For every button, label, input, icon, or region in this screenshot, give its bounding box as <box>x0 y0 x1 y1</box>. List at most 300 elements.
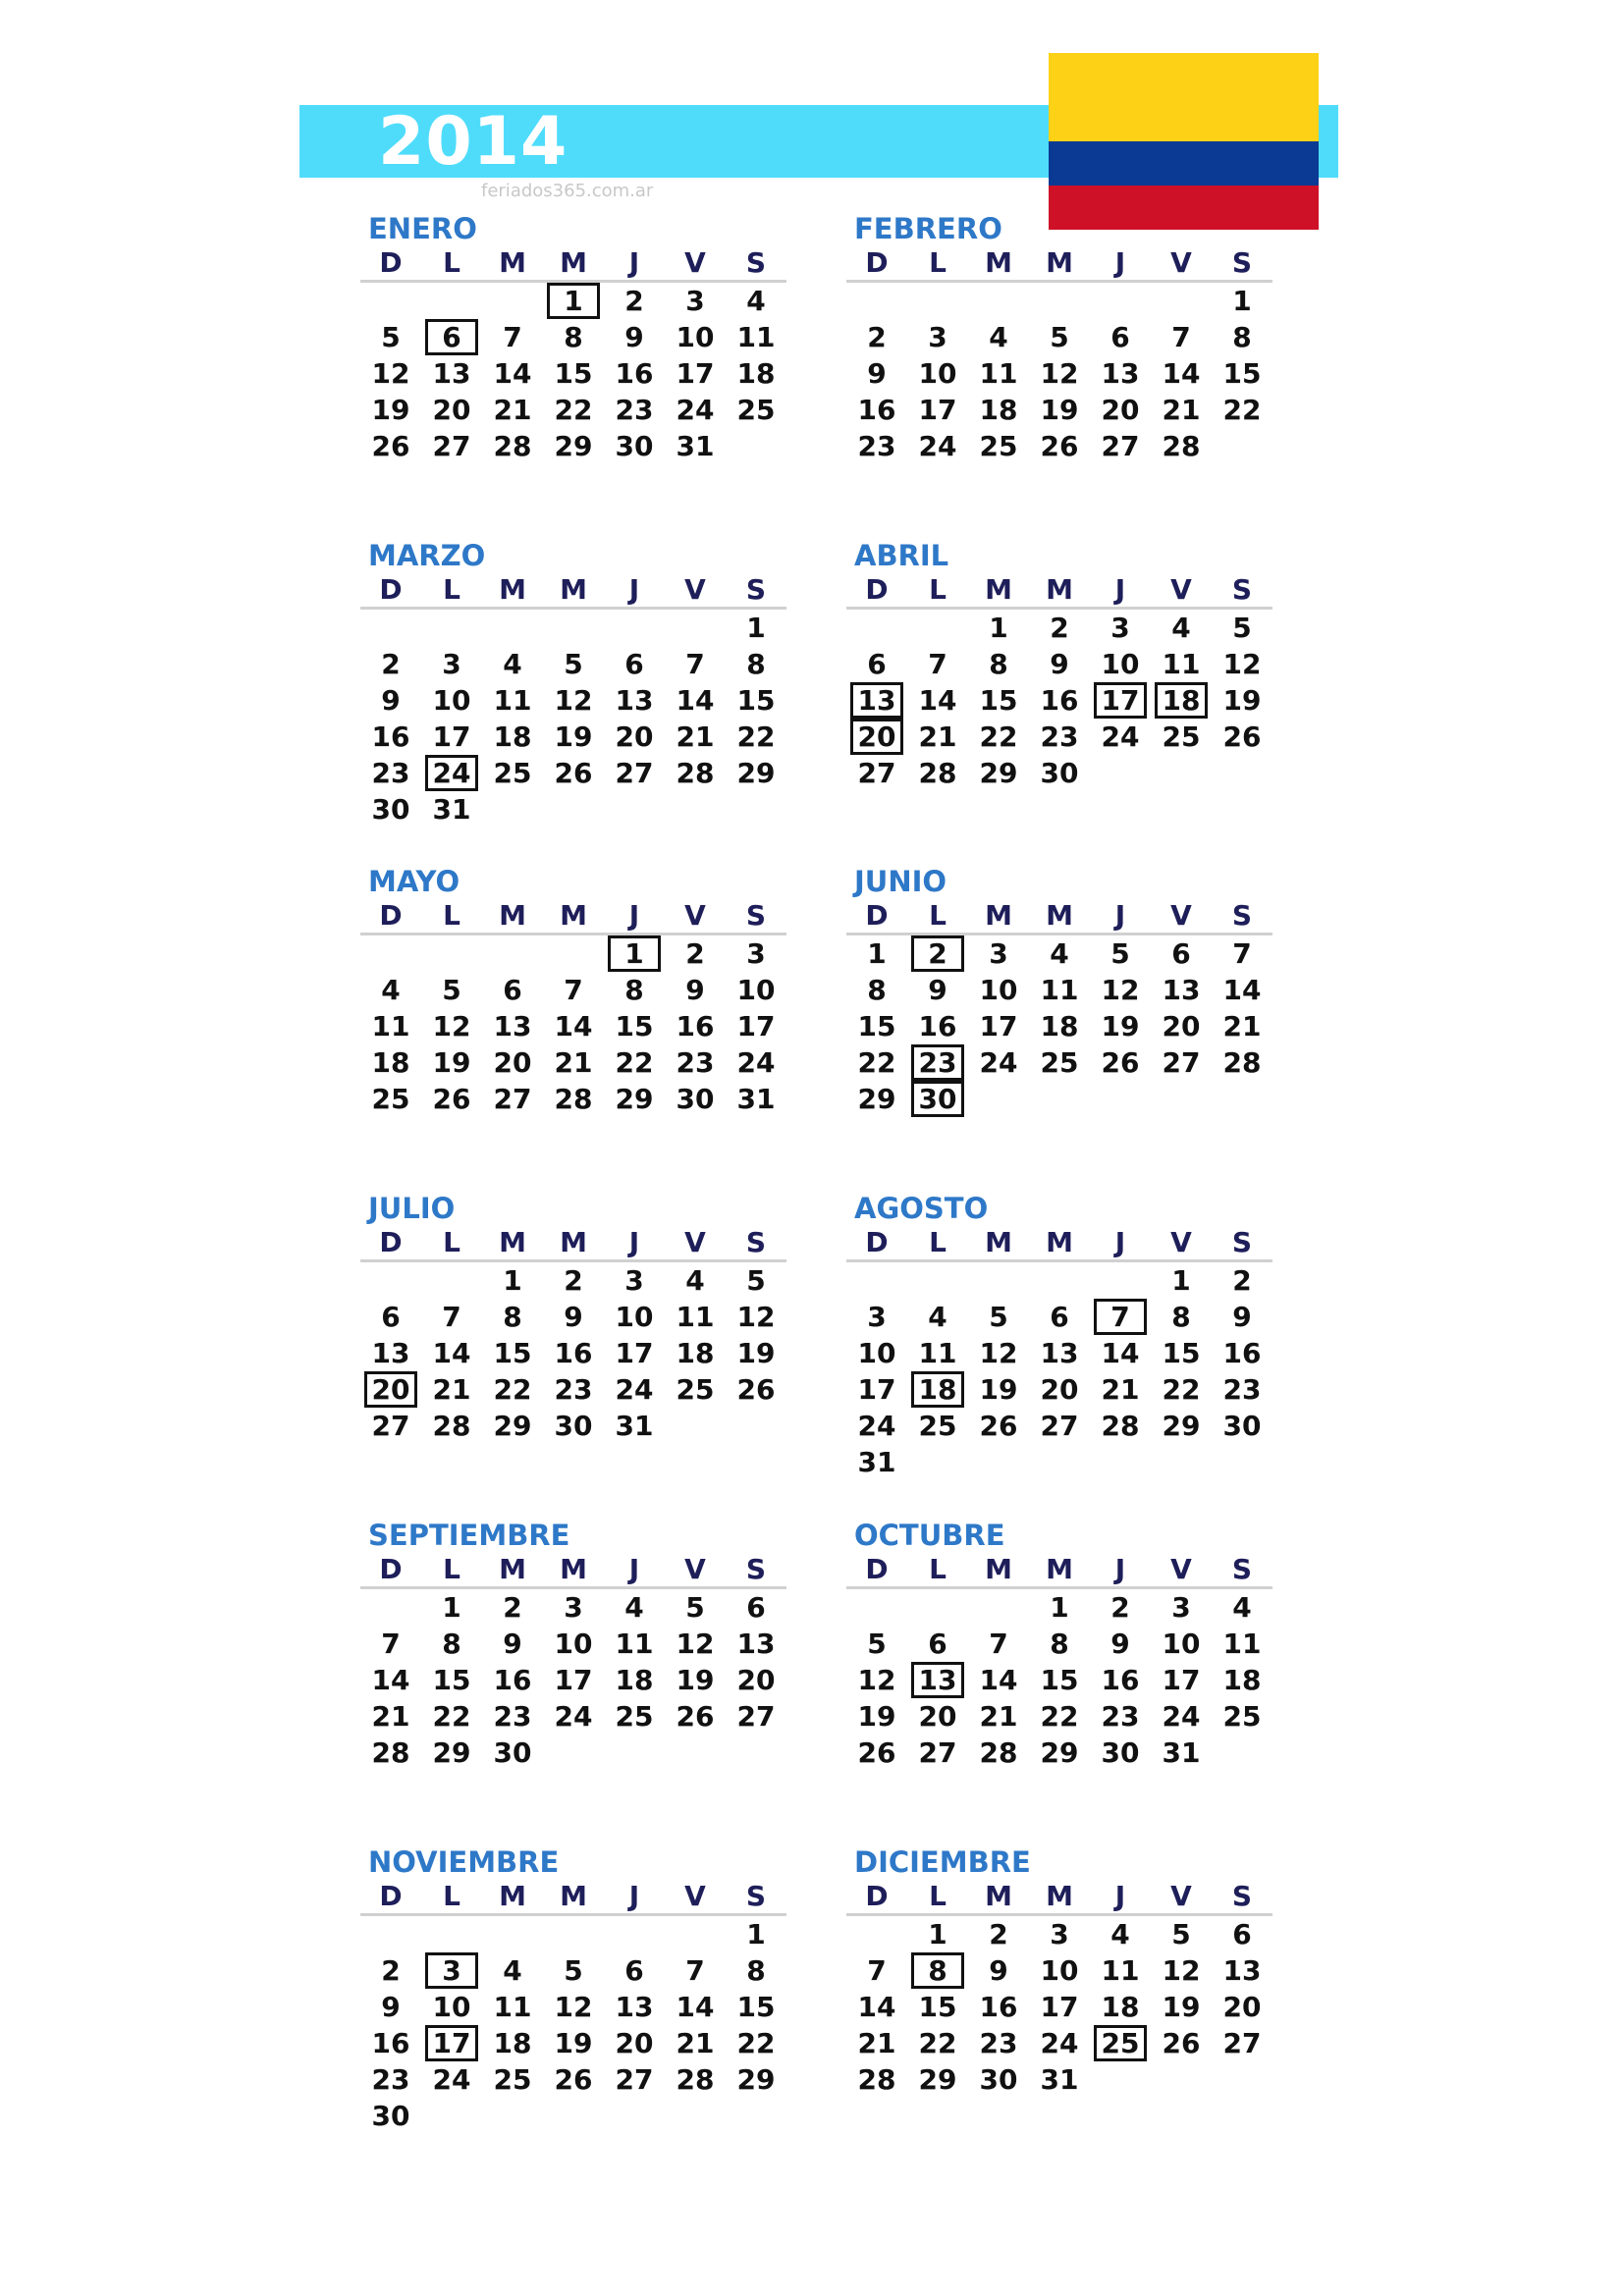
day-number: 27 <box>1101 430 1140 462</box>
weekday-header: J <box>604 573 665 610</box>
day-cell <box>846 1408 907 1444</box>
day-cell <box>1029 646 1090 682</box>
day-cell <box>482 1335 543 1371</box>
day-cell <box>968 1698 1029 1735</box>
day-cell <box>421 355 482 392</box>
day-number: 18 <box>914 1374 961 1405</box>
empty-day-cell <box>1029 283 1090 319</box>
empty-day-cell <box>968 1262 1029 1299</box>
day-cell <box>1090 319 1151 355</box>
day-number: 20 <box>918 1700 957 1733</box>
day-number: 14 <box>676 684 715 717</box>
day-number: 14 <box>979 1664 1018 1696</box>
empty-day-cell <box>604 1916 665 1952</box>
month-days-grid <box>846 899 1278 1117</box>
holiday-day-cell <box>1151 682 1212 719</box>
day-number: 26 <box>371 430 410 462</box>
weekday-header: L <box>421 246 482 283</box>
day-cell <box>665 1626 726 1662</box>
day-number: 22 <box>1222 394 1262 426</box>
day-number: 29 <box>615 1083 654 1115</box>
day-number: 3 <box>564 1591 583 1624</box>
day-number: 6 <box>428 322 475 352</box>
day-number: 8 <box>914 1955 961 1986</box>
day-cell <box>846 1008 907 1044</box>
day-number: 30 <box>1040 757 1079 789</box>
day-cell <box>543 719 604 755</box>
day-number: 11 <box>979 357 1018 390</box>
month-name: MARZO <box>368 539 486 572</box>
day-number: 15 <box>736 684 776 717</box>
day-cell <box>665 319 726 355</box>
day-number: 5 <box>564 648 583 680</box>
month-days-grid <box>360 1880 792 2134</box>
day-number: 7 <box>503 321 522 353</box>
day-number: 7 <box>1097 1302 1144 1332</box>
day-number: 21 <box>493 394 532 426</box>
day-number: 17 <box>554 1664 593 1696</box>
day-number: 1 <box>1171 1264 1191 1297</box>
day-cell <box>1090 1408 1151 1444</box>
day-number: 13 <box>615 1991 654 2023</box>
day-cell <box>1151 1626 1212 1662</box>
day-number: 17 <box>1162 1664 1201 1696</box>
empty-day-cell <box>907 283 968 319</box>
day-cell <box>1029 1989 1090 2025</box>
weekday-header: L <box>907 1880 968 1916</box>
month-enero <box>360 211 792 464</box>
day-cell <box>1090 1952 1151 1989</box>
empty-day-cell <box>482 283 543 319</box>
day-cell <box>604 646 665 682</box>
day-cell <box>1151 1008 1212 1044</box>
day-cell <box>907 1335 968 1371</box>
day-cell <box>1151 428 1212 464</box>
day-number: 18 <box>1222 1664 1262 1696</box>
day-number: 2 <box>381 648 401 680</box>
day-number: 3 <box>624 1264 644 1297</box>
day-number: 4 <box>989 321 1008 353</box>
month-name: JULIO <box>368 1192 456 1225</box>
day-cell <box>665 2061 726 2098</box>
day-cell <box>1029 1299 1090 1335</box>
day-number: 11 <box>493 1991 532 2023</box>
day-cell <box>846 392 907 428</box>
day-cell <box>482 355 543 392</box>
day-cell <box>726 610 786 646</box>
day-cell <box>726 972 786 1008</box>
day-number: 10 <box>736 974 776 1006</box>
day-number: 25 <box>371 1083 410 1115</box>
day-cell <box>360 1662 421 1698</box>
day-cell <box>968 646 1029 682</box>
day-number: 16 <box>857 394 896 426</box>
weekday-header: D <box>360 1553 421 1589</box>
day-cell <box>1090 1662 1151 1698</box>
day-cell <box>665 392 726 428</box>
weekday-header: S <box>1212 1553 1272 1589</box>
weekday-header: D <box>846 1880 907 1916</box>
day-number: 16 <box>615 357 654 390</box>
day-number: 15 <box>736 1991 776 2023</box>
day-cell <box>360 719 421 755</box>
day-cell <box>968 1916 1029 1952</box>
day-number: 16 <box>1101 1664 1140 1696</box>
day-number: 18 <box>493 2027 532 2059</box>
day-cell <box>421 1626 482 1662</box>
day-cell <box>1212 972 1272 1008</box>
day-cell <box>726 319 786 355</box>
empty-day-cell <box>482 610 543 646</box>
day-cell <box>604 719 665 755</box>
day-number: 24 <box>615 1373 654 1406</box>
weekday-header: M <box>543 1880 604 1916</box>
day-cell <box>421 1408 482 1444</box>
day-cell <box>360 1335 421 1371</box>
empty-day-cell <box>907 1589 968 1626</box>
day-cell <box>907 392 968 428</box>
day-number: 16 <box>1040 684 1079 717</box>
weekday-header: M <box>543 1226 604 1262</box>
day-number: 21 <box>676 721 715 753</box>
month-days-grid <box>360 246 792 464</box>
day-number: 9 <box>867 357 887 390</box>
day-cell <box>665 1371 726 1408</box>
day-number: 5 <box>685 1591 705 1624</box>
day-cell <box>421 972 482 1008</box>
day-cell <box>846 1444 907 1480</box>
day-cell <box>1212 1698 1272 1735</box>
holiday-day-cell <box>360 1371 421 1408</box>
day-number: 11 <box>615 1628 654 1660</box>
day-number: 27 <box>857 757 896 789</box>
empty-day-cell <box>360 610 421 646</box>
day-cell <box>604 755 665 791</box>
day-number: 15 <box>979 684 1018 717</box>
day-cell <box>665 646 726 682</box>
day-cell <box>846 646 907 682</box>
day-number: 21 <box>1101 1373 1140 1406</box>
day-number: 1 <box>867 937 887 970</box>
day-number: 15 <box>857 1010 896 1042</box>
empty-day-cell <box>482 1916 543 1952</box>
day-number: 28 <box>432 1410 471 1442</box>
holiday-day-cell <box>846 719 907 755</box>
day-cell <box>604 1408 665 1444</box>
day-cell <box>482 646 543 682</box>
day-number: 4 <box>1050 937 1069 970</box>
day-cell <box>604 1662 665 1698</box>
month-octubre <box>846 1518 1278 1771</box>
day-cell <box>421 1299 482 1335</box>
day-number: 11 <box>1040 974 1079 1006</box>
day-cell <box>1029 1335 1090 1371</box>
weekday-header: D <box>360 573 421 610</box>
weekday-header: M <box>543 899 604 935</box>
day-number: 11 <box>1101 1954 1140 1987</box>
day-number: 25 <box>979 430 1018 462</box>
day-cell <box>604 2061 665 2098</box>
day-cell <box>726 355 786 392</box>
day-number: 1 <box>503 1264 522 1297</box>
colombia-flag-icon <box>1049 53 1319 230</box>
holiday-day-cell <box>421 1952 482 1989</box>
day-number: 7 <box>1171 321 1191 353</box>
weekday-header: M <box>968 899 1029 935</box>
day-cell <box>665 1662 726 1698</box>
weekday-header: V <box>665 1226 726 1262</box>
weekday-header: L <box>421 1880 482 1916</box>
day-cell <box>846 319 907 355</box>
day-cell <box>604 283 665 319</box>
day-cell <box>1151 355 1212 392</box>
day-cell <box>1212 1262 1272 1299</box>
day-number: 10 <box>1101 648 1140 680</box>
day-cell <box>1029 1916 1090 1952</box>
day-number: 1 <box>611 938 658 969</box>
day-number: 14 <box>432 1337 471 1369</box>
day-number: 2 <box>685 937 705 970</box>
day-number: 1 <box>1232 285 1252 317</box>
day-number: 12 <box>736 1301 776 1333</box>
day-number: 6 <box>746 1591 766 1624</box>
day-cell <box>1029 1371 1090 1408</box>
day-cell <box>1029 319 1090 355</box>
day-number: 30 <box>914 1084 961 1114</box>
weekday-header: J <box>1090 1880 1151 1916</box>
day-number: 26 <box>676 1700 715 1733</box>
day-cell <box>1151 1989 1212 2025</box>
day-cell <box>1029 972 1090 1008</box>
day-cell <box>1151 319 1212 355</box>
day-cell <box>421 1698 482 1735</box>
day-number: 31 <box>676 430 715 462</box>
day-number: 6 <box>1171 937 1191 970</box>
month-marzo <box>360 538 792 828</box>
day-number: 3 <box>746 937 766 970</box>
day-cell <box>360 791 421 828</box>
day-cell <box>360 2061 421 2098</box>
day-cell <box>543 2061 604 2098</box>
day-cell <box>1212 682 1272 719</box>
day-number: 10 <box>432 1991 471 2023</box>
day-cell <box>482 755 543 791</box>
day-cell <box>968 2025 1029 2061</box>
source-watermark: feriados365.com.ar <box>481 181 654 201</box>
day-cell <box>1212 1371 1272 1408</box>
day-number: 30 <box>1222 1410 1262 1442</box>
day-number: 14 <box>1162 357 1201 390</box>
day-number: 15 <box>1222 357 1262 390</box>
weekday-header: S <box>726 573 786 610</box>
day-number: 9 <box>381 684 401 717</box>
holiday-day-cell <box>1090 682 1151 719</box>
month-days-grid <box>846 246 1278 464</box>
day-number: 23 <box>1040 721 1079 753</box>
day-number: 27 <box>1162 1046 1201 1079</box>
day-cell <box>421 1044 482 1081</box>
day-number: 20 <box>615 721 654 753</box>
day-number: 23 <box>979 2027 1018 2059</box>
day-number: 29 <box>736 757 776 789</box>
day-cell <box>846 755 907 791</box>
day-number: 17 <box>918 394 957 426</box>
day-cell <box>543 1989 604 2025</box>
day-cell <box>1212 1589 1272 1626</box>
day-number: 15 <box>554 357 593 390</box>
day-number: 31 <box>432 793 471 826</box>
weekday-header: M <box>1029 1226 1090 1262</box>
month-name: AGOSTO <box>854 1192 989 1225</box>
day-cell <box>846 1299 907 1335</box>
day-number: 16 <box>493 1664 532 1696</box>
weekday-header: D <box>846 1226 907 1262</box>
day-number: 28 <box>493 430 532 462</box>
holiday-day-cell <box>1090 1299 1151 1335</box>
day-number: 21 <box>857 2027 896 2059</box>
day-cell <box>1090 646 1151 682</box>
weekday-header: S <box>1212 899 1272 935</box>
empty-day-cell <box>360 1589 421 1626</box>
weekday-header: S <box>1212 1880 1272 1916</box>
day-cell <box>482 719 543 755</box>
day-number: 9 <box>503 1628 522 1660</box>
empty-day-cell <box>968 1589 1029 1626</box>
day-cell <box>604 1081 665 1117</box>
day-cell <box>421 1335 482 1371</box>
holiday-day-cell <box>907 1371 968 1408</box>
weekday-header: D <box>360 899 421 935</box>
day-number: 24 <box>554 1700 593 1733</box>
day-number: 25 <box>1162 721 1201 753</box>
day-number: 6 <box>624 648 644 680</box>
day-number: 18 <box>736 357 776 390</box>
day-number: 12 <box>857 1664 896 1696</box>
day-number: 4 <box>624 1591 644 1624</box>
day-number: 8 <box>1050 1628 1069 1660</box>
day-cell <box>360 1698 421 1735</box>
day-cell <box>1029 682 1090 719</box>
day-cell <box>1090 1989 1151 2025</box>
empty-day-cell <box>1090 283 1151 319</box>
weekday-header: M <box>968 1553 1029 1589</box>
day-number: 24 <box>736 1046 776 1079</box>
day-number: 30 <box>371 2100 410 2132</box>
day-number: 1 <box>442 1591 461 1624</box>
day-number: 16 <box>371 721 410 753</box>
day-cell <box>968 1371 1029 1408</box>
day-cell <box>604 355 665 392</box>
day-number: 30 <box>676 1083 715 1115</box>
day-number: 7 <box>989 1628 1008 1660</box>
weekday-header: L <box>907 246 968 283</box>
day-cell <box>1090 428 1151 464</box>
day-cell <box>1151 646 1212 682</box>
day-cell <box>482 1698 543 1735</box>
day-number: 28 <box>918 757 957 789</box>
day-number: 17 <box>432 721 471 753</box>
day-cell <box>968 972 1029 1008</box>
day-cell <box>360 1044 421 1081</box>
day-number: 4 <box>1171 612 1191 644</box>
day-number: 14 <box>918 684 957 717</box>
day-cell <box>1090 1735 1151 1771</box>
holiday-day-cell <box>907 1044 968 1081</box>
day-number: 4 <box>1232 1591 1252 1624</box>
day-number: 26 <box>432 1083 471 1115</box>
day-cell <box>1151 392 1212 428</box>
day-number: 15 <box>615 1010 654 1042</box>
day-cell <box>482 1262 543 1299</box>
day-cell <box>604 1952 665 1989</box>
day-cell <box>1029 1626 1090 1662</box>
day-cell <box>604 1299 665 1335</box>
day-number: 5 <box>1232 612 1252 644</box>
weekday-header: D <box>360 1880 421 1916</box>
day-number: 30 <box>1101 1736 1140 1769</box>
day-number: 18 <box>676 1337 715 1369</box>
day-number: 7 <box>564 974 583 1006</box>
day-cell <box>846 1989 907 2025</box>
day-cell <box>1151 1698 1212 1735</box>
day-cell <box>1212 1626 1272 1662</box>
day-number: 25 <box>736 394 776 426</box>
day-cell <box>543 1299 604 1335</box>
holiday-day-cell <box>421 2025 482 2061</box>
day-number: 2 <box>503 1591 522 1624</box>
day-number: 4 <box>381 974 401 1006</box>
month-days-grid <box>360 899 792 1117</box>
holiday-day-cell <box>543 283 604 319</box>
day-cell <box>726 1044 786 1081</box>
day-cell <box>1212 646 1272 682</box>
day-number: 18 <box>1101 1991 1140 2023</box>
day-cell <box>726 1008 786 1044</box>
day-cell <box>726 1299 786 1335</box>
day-number: 20 <box>493 1046 532 1079</box>
day-number: 4 <box>685 1264 705 1297</box>
day-cell <box>604 972 665 1008</box>
day-number: 19 <box>1222 684 1262 717</box>
day-cell <box>665 1081 726 1117</box>
day-number: 23 <box>676 1046 715 1079</box>
day-cell <box>726 1262 786 1299</box>
day-number: 26 <box>979 1410 1018 1442</box>
day-number: 12 <box>1222 648 1262 680</box>
month-name: FEBRERO <box>854 212 1002 245</box>
month-mayo <box>360 864 792 1117</box>
empty-day-cell <box>846 1916 907 1952</box>
day-number: 20 <box>1222 1991 1262 2023</box>
day-cell <box>482 2025 543 2061</box>
day-number: 24 <box>1101 721 1140 753</box>
day-cell <box>726 392 786 428</box>
day-number: 19 <box>676 1664 715 1696</box>
day-cell <box>968 1662 1029 1698</box>
day-cell <box>1029 935 1090 972</box>
day-number: 12 <box>676 1628 715 1660</box>
day-number: 8 <box>989 648 1008 680</box>
day-cell <box>726 1698 786 1735</box>
day-number: 6 <box>1110 321 1130 353</box>
day-number: 3 <box>989 937 1008 970</box>
day-number: 9 <box>928 974 947 1006</box>
day-number: 27 <box>736 1700 776 1733</box>
day-number: 20 <box>1040 1373 1079 1406</box>
day-cell <box>543 392 604 428</box>
day-cell <box>907 1916 968 1952</box>
day-number: 13 <box>1101 357 1140 390</box>
